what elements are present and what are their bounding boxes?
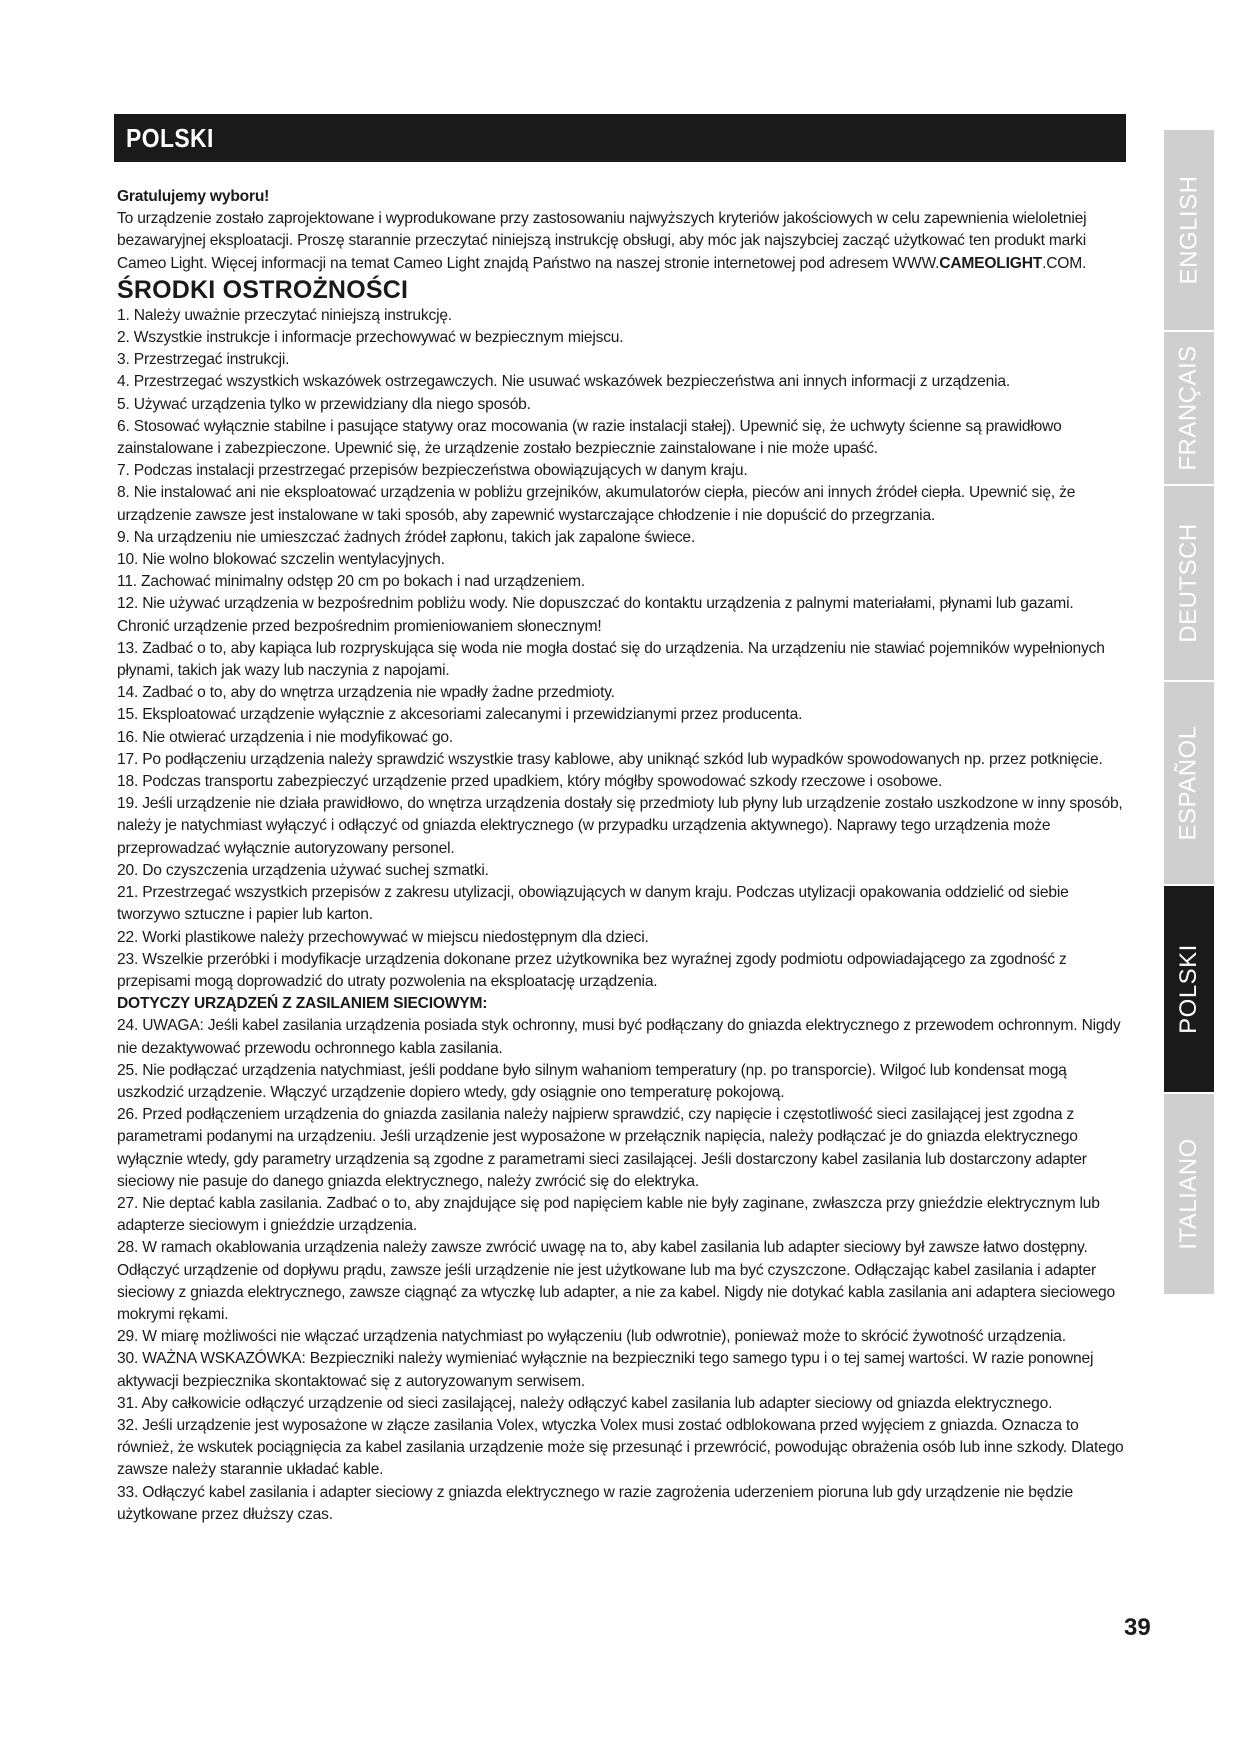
tab-english-label: ENGLISH [1175,175,1202,285]
page-number: 39 [1124,1614,1151,1641]
tab-francais[interactable] [1164,332,1214,484]
safety-item: 23. Wszelkie przeróbki i modyfikacje urządzenia dokonane przez użytkownika bez wyraźnej zgody podmiotu odpowiadającego za zgodność z przepisami mogą doprowadzić do utraty pozwolenia na eksploatację urządzenia. [117,950,1067,990]
tab-polski[interactable] [1164,886,1214,1092]
safety-section-title: ŚRODKI OSTROŻNOŚCI [117,275,409,304]
safety-item: 4. Przestrzegać wszystkich wskazówek ostrzegawczych. Nie usuwać wskazówek bezpieczeństwa ani innych informacji z urządzenia. [117,373,1011,391]
website-link-suffix: .COM. [1042,254,1087,272]
section-header-bar [114,114,1126,162]
safety-item: 10. Nie wolno blokować szczelin wentylacyjnych. [117,551,445,569]
mains-item: 24. UWAGA: Jeśli kabel zasilania urządzenia posiada styk ochronny, musi być podłączany do gniazda elektrycznego z przewodem ochronnym. Nigdy nie dezaktywować przewodu ochronnego kabla zasilania. [117,1017,1121,1057]
mains-item: 31. Aby całkowicie odłączyć urządzenie od sieci zasilającej, należy odłączyć kabel zasilania lub adapter sieciowy od gniazda elektrycznego. [117,1394,1053,1412]
safety-item: 8. Nie instalować ani nie eksploatować urządzenia w pobliżu grzejników, akumulatorów ciepła, pieców ani innych źródeł ciepła. Upewnić się, że urządzenie zawsze jest instalowane w taki sposób, aby zapewnić wystarczające chłodzenie i nie dopuścić do przegrzania. [117,484,1076,524]
safety-item: 12. Nie używać urządzenia w bezpośrednim pobliżu wody. Nie dopuszczać do kontaktu urządzenia z palnymi materiałami, płynami lub gazami. Chronić urządzenie przed bezpośrednim promieniowaniem słonecznym! [117,595,1074,635]
tab-francais-label: FRANÇAIS [1175,345,1203,471]
safety-item: 7. Podczas instalacji przestrzegać przepisów bezpieczeństwa obowiązujących w danym kraju. [117,462,748,480]
safety-item: 9. Na urządzeniu nie umieszczać żadnych źródeł zapłonu, takich jak zapalone świece. [117,528,696,546]
mains-item: 28. W ramach okablowania urządzenia należy zawsze zwrócić uwagę na to, aby kabel zasilania lub adapter sieciowy był zawsze łatwo dostępny. Odłączyć urządzenie od dopływu prądu, zawsze jeśli urządzenie nie jest użytkowane lub ma być czyszczone. Odłączając kabel zasilania i adapter sieciowy z gniazda elektrycznego, zawsze ciągnąć za wtyczkę lub adapter, a nie za kabel. Nigdy nie dotykać kabla zasilania ani adaptera sieciowego mokrymi rękami. [117,1239,1115,1323]
safety-item: 16. Nie otwierać urządzenia i nie modyfikować go. [117,728,454,746]
safety-item: 5. Używać urządzenia tylko w przewidziany dla niego sposób. [117,395,531,413]
safety-item: 20. Do czyszczenia urządzenia używać suchej szmatki. [117,861,489,879]
mains-item: 33. Odłączyć kabel zasilania i adapter sieciowy z gniazda elektrycznego w razie zagrożenia uderzeniem pioruna lub gdy urządzenie nie będzie użytkowane przez dłuższy czas. [117,1483,1074,1523]
safety-item: 14. Zadbać o to, aby do wnętrza urządzenia nie wpadły żadne przedmioty. [117,684,615,702]
mains-list [117,1015,1127,1526]
mains-item: 29. W miarę możliwości nie włączać urządzenia natychmiast po wyłączeniu (lub odwrotnie), ponieważ może to skrócić żywotność urządzenia. [117,1328,1066,1346]
tab-deutsch-label: DEUTSCH [1175,523,1203,643]
safety-item: 18. Podczas transportu zabezpieczyć urządzenie przed upadkiem, który mógłby spowodować szkody rzeczowe i osobowe. [117,773,943,791]
tab-italiano-label: ITALIANO [1175,1138,1203,1250]
main-content [117,186,1127,1526]
safety-item: 17. Po podłączeniu urządzenia należy sprawdzić wszystkie trasy kablowe, aby uniknąć szkód lub wypadków spowodowanych np. przez potknięcie. [117,750,1103,768]
safety-list [117,305,1127,993]
language-title: POLSKI [126,122,214,153]
mains-item: 27. Nie deptać kabla zasilania. Zadbać o to, aby znajdujące się pod napięciem kable nie były zaginane, zwłaszcza przy gnieździe elektrycznym lub adapterze sieciowym i gnieździe urządzenia. [117,1194,1100,1235]
mains-heading: DOTYCZY URZĄDZEŃ Z ZASILANIEM SIECIOWYM: [117,995,488,1013]
tab-espanol-label: ESPAÑOL [1175,725,1203,841]
safety-item: 19. Jeśli urządzenie nie działa prawidłowo, do wnętrza urządzenia dostały się przedmioty lub płyny lub urządzenie zostało uszkodzone w inny sposób, należy je natychmiast wyłączyć i odłączyć od gniazda elektrycznego (w przypadku urządzenia aktywnego). Naprawy tego urządzenia może przeprowadzać wyłącznie autoryzowany personel. [117,795,1123,857]
intro-text: To urządzenie zostało zaprojektowane i wyprodukowane przy zastosowaniu najwyższych kryteriów jakościowych w celu zapewnienia wieloletniej bezawaryjnej eksploatacji. Proszę starannie przeczytać niniejszą instrukcję obsługi, aby móc jak najszybciej zacząć użytkować ten produkt marki Cameo Light. Więcej informacji na temat Cameo Light znajdą Państwo na naszej stronie internetowej pod adresem WWW. [117,210,1087,272]
safety-item: 11. Zachować minimalny odstęp 20 cm po bokach i nad urządzeniem. [117,573,585,591]
safety-item: 15. Eksploatować urządzenie wyłącznie z akcesoriami zalecanymi i przewidzianymi przez producenta. [117,706,803,724]
safety-item: 13. Zadbać o to, aby kapiąca lub rozpryskująca się woda nie mogła dostać się do urządzenia. Na urządzeniu nie stawiać pojemników wypełnionych płynami, takich jak wazy lub naczynia z napojami. [117,639,1105,680]
tab-deutsch[interactable] [1164,486,1214,680]
mains-item: 25. Nie podłączać urządzenia natychmiast, jeśli poddane było silnym wahaniom temperatury (np. po transporcie). Wilgoć lub kondensat mogą uszkodzić urządzenie. Włączyć urządzenie dopiero wtedy, gdy osiągnie ono temperaturę pokojową. [117,1061,1067,1101]
website-link-bold: CAMEOLIGHT [939,254,1043,272]
mains-item: 26. Przed podłączeniem urządzenia do gniazda zasilania należy najpierw sprawdzić, czy napięcie i częstotliwość sieci zasilającej jest zgodna z parametrami podanymi na urządzeniu. Jeśli urządzenie jest wyposażone w przełącznik napięcia, należy podłączać je do gniazda elektrycznego wyłącznie wtedy, gdy parametry urządzenia są zgodne z parametrami sieci zasilającej. Jeśli dostarczony kabel zasilania lub dostarczony adapter sieciowy nie pasuje do danego gniazda elektrycznego, należy zwrócić się do elektryka. [117,1106,1087,1190]
safety-item: 2. Wszystkie instrukcje i informacje przechowywać w bezpiecznym miejscu. [117,329,624,347]
tab-italiano[interactable] [1164,1094,1214,1294]
mains-item: 32. Jeśli urządzenie jest wyposażone w złącze zasilania Volex, wtyczka Volex musi zostać odblokowana przed wyjęciem z gniazda. Oznacza to również, że wskutek pociągnięcia za kabel zasilania urządzenie może się przesunąć i przewrócić, powodując obrażenia osób lub inne szkody. Dlatego zawsze należy starannie układać kable. [117,1416,1124,1479]
safety-item: 1. Należy uważnie przeczytać niniejszą instrukcję. [117,306,452,324]
safety-item: 6. Stosować wyłącznie stabilne i pasujące statywy oraz mocowania (w razie instalacji stałej). Upewnić się, że uchwyty ścienne są prawidłowo zainstalowane i zabezpieczone. Upewnić się, że urządzenie zostało bezpiecznie zainstalowane i nie może upaść. [117,417,1062,458]
safety-item: 3. Przestrzegać instrukcji. [117,351,290,369]
tab-polski-label: POLSKI [1175,944,1202,1034]
tab-espanol[interactable] [1164,682,1214,884]
safety-item: 21. Przestrzegać wszystkich przepisów z zakresu utylizacji, obowiązujących w danym kraju. Podczas utylizacji opakowania oddzielić od siebie tworzywo sztuczne i papier lub karton. [117,884,1069,924]
tab-english[interactable] [1164,130,1214,330]
mains-item: 30. WAŻNA WSKAZÓWKA: Bezpieczniki należy wymieniać wyłącznie na bezpieczniki tego samego typu i o tej samej wartości. W razie ponownej aktywacji bezpiecznika skontaktować się z autoryzowanym serwisem. [117,1350,1094,1390]
intro-paragraph [117,208,1127,275]
intro-heading: Gratulujemy wyboru! [117,188,270,205]
safety-item: 22. Worki plastikowe należy przechowywać w miejscu niedostępnym dla dzieci. [117,928,649,946]
